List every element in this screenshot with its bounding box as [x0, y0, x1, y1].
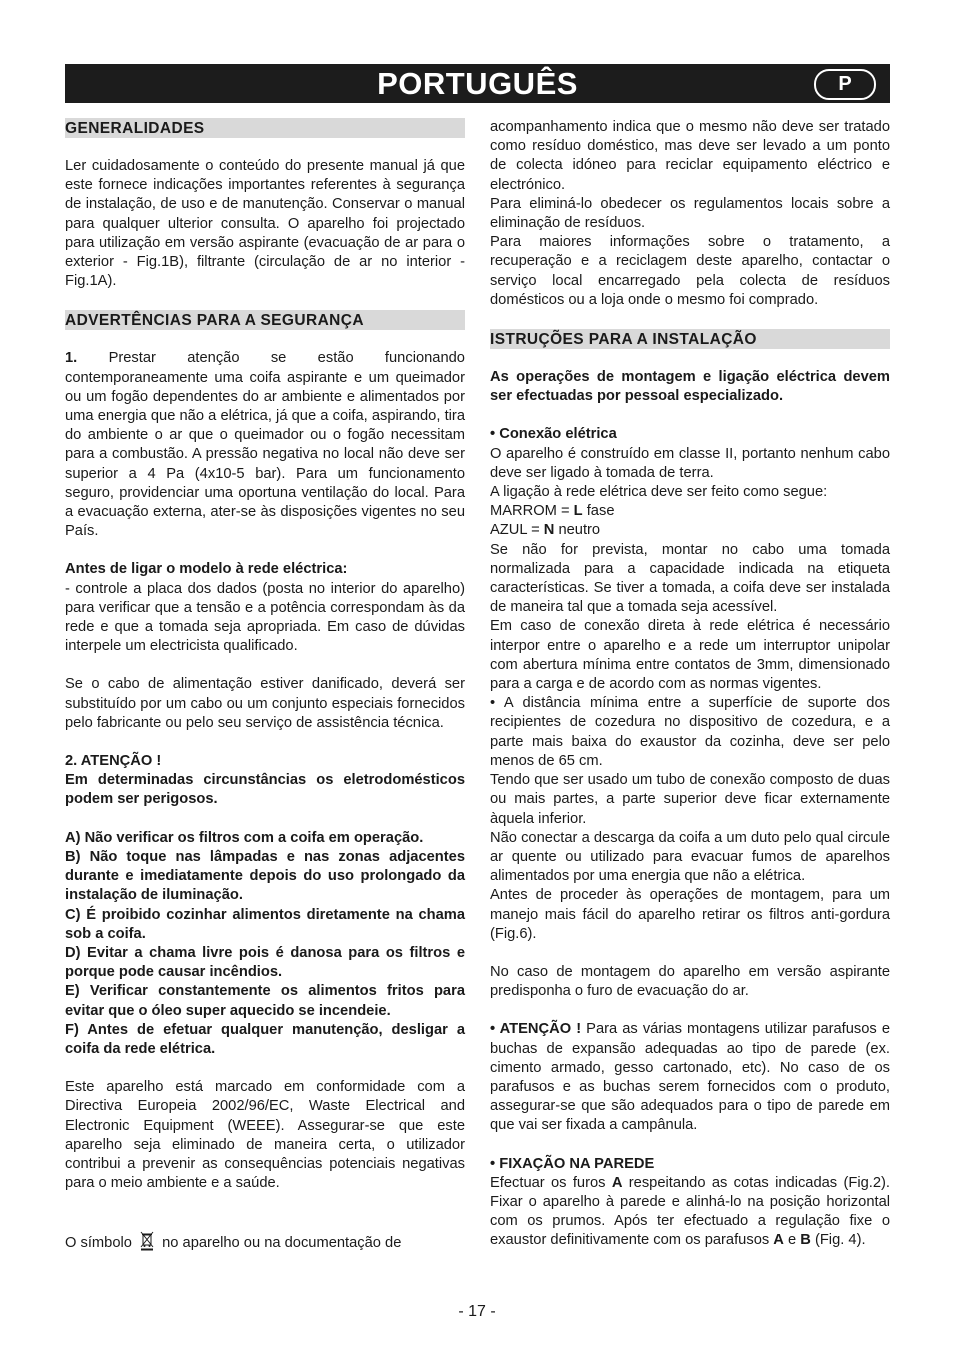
paragraph: A ligação à rede elétrica deve ser feito como segue:	[490, 484, 828, 501]
attention-heading: 2. ATENÇÃO !	[65, 753, 162, 770]
paragraph: Se não for prevista, montar no cabo uma tomada normalizada para a capacidade indicada na etiqueta características. Se tiver a tomada, a coifa deve ser instalada de maneira tal que a tomada seja acessível.	[490, 541, 890, 616]
wire-blue	[490, 521, 890, 540]
paragraph-text: Prestar atenção se estão funcionando contemporaneamente uma coifa aspirante e um queimador ou um fogão dependentes do ar ambiente e alimentados por uma energia que não a elétrica, já que a coifa, aspirando, tira do ambiente o ar que o queimador ou o fogão necessitam para a combustão. A pressão negativa no local não deve ser superior a 4 Pa (4x10-5 bar). Para um funcionamento seguro, providenciar uma oportuna ventilação do local. Para a evacuação externa, ater-se às disposições vigentes no seu País.	[65, 350, 465, 540]
language-badge: P	[814, 69, 876, 100]
paragraph: Ler cuidadosamente o conteúdo do presente manual já que este fornece indicações importantes referentes à segurança de instalação, de uso e de manutenção. Conservar o manual para qualquer ulterior consulta. O aparelho foi projectado para utilização em versão aspirante (evacuação de ar para o exterior - Fig.1B), filtrante (circulação de ar no interior - Fig.1A).	[65, 158, 465, 290]
paragraph-text: Efectuar os furos	[490, 1174, 612, 1191]
paragraph: Este aparelho está marcado em conformidade com a Directiva Europeia 2002/96/EC, Waste Electrical and Electronic Equipment (WEEE). Assegurar-se que este aparelho seja eliminado de maneira certa, o utilizador contribui a prevenir as consequências potenciais negativas para o meio ambiente e a saúde.	[65, 1079, 465, 1192]
paragraph-text: respeitando as cotas indicadas (Fig.2). Fixar o aparelho à parede e alinhá-lo na posição horizontal com os prumos. Após ter efectuado a regulação fixe o exaustor definitivamente com os parafusos	[490, 1174, 890, 1249]
paragraph: - controle a placa dos dados (posta no interior do aparelho) para verificar que a tensão e a potência correspondam às da rede e que a tomada seja apropriada. Em caso de dúvidas interpele um electricista qualificado.	[65, 580, 465, 655]
paragraph: O aparelho é construído em classe II, portanto nenhum cabo deve ser ligado à tomada de terra.	[490, 445, 890, 481]
paragraph: Em caso de conexão direta à rede elétrica é necessário interpor entre o aparelho e a rede um interruptor unipolar com abertura mínima entre contatos de 3mm, dimensionado para a carga e de acordo com as normas vigentes.	[490, 618, 890, 693]
ref-letter: A	[611, 1174, 623, 1191]
subheading-fixacao: • FIXAÇÃO NA PAREDE	[490, 1155, 655, 1172]
wire-label: AZUL =	[490, 522, 544, 539]
section-heading-advertencias: ADVERTÊNCIAS PARA A SEGURANÇA	[65, 310, 465, 330]
paragraph-text: (Fig. 4).	[810, 1232, 866, 1249]
installation-warning: As operações de montagem e ligação eléctrica devem ser efectuadas por pessoal especializado.	[490, 369, 890, 405]
paragraph: acompanhamento indica que o mesmo não deve ser tratado como resíduo doméstico, mas deve ser levado a um ponto de colecta idóneo para reciclar equipamento eléctrico e electrónico.	[490, 119, 890, 193]
warning-item: E) Verificar constantemente os alimentos fritos para evitar que o óleo super aquecido se incendeie.	[65, 983, 465, 1019]
section-heading-instalacao: ISTRUÇÕES PARA A INSTALAÇÃO	[490, 329, 890, 349]
attention-subheading: Em determinadas circunstâncias os eletrodomésticos podem ser perigosos.	[65, 772, 465, 808]
language-banner	[65, 64, 890, 103]
paragraph: Para eliminá-lo obedecer os regulamentos locais sobre a eliminação de resíduos.	[490, 195, 890, 232]
paragraph: • A distância mínima entre a superfície de suporte dos recipientes de cozedura no dispositivo de cozedura, e a parte mais baixa do exaustor da cozinha, deve ser pelo menos de 65 cm.	[490, 695, 890, 769]
paragraph: Para maiores informações sobre o tratamento, a recuperação e a reciclagem deste aparelho, contactar o serviço local encarregado pela colecta de resíduos domésticos ou a loja onde o mesmo foi comprado.	[490, 234, 890, 308]
warning-item: F) Antes de efetuar qualquer manutenção, desligar a coifa da rede elétrica.	[65, 1021, 465, 1057]
crossed-bin-icon	[140, 1231, 154, 1251]
attention-paragraph	[490, 1020, 890, 1135]
wire-label: MARROM =	[490, 503, 574, 520]
wire-function: fase	[582, 503, 615, 520]
page-number: - 17 -	[458, 1303, 496, 1320]
warning-item: A) Não verificar os filtros com a coifa em operação.	[65, 829, 424, 846]
ref-letter: B	[800, 1232, 811, 1249]
right-column	[490, 118, 890, 1251]
paragraph: No caso de montagem do aparelho em versão aspirante predisponha o furo de evacuação do ar.	[490, 963, 890, 1000]
paragraph-text: Para as várias montagens utilizar parafusos e buchas de expansão adequadas ao tipo de parede (ex. cimento armado, gesso cartonado, etc). No caso de os parafusos e as buchas serem fornecidos com o produto, assegurar-se que são adequados para o tipo de parede em que vai ser fixada a campânula.	[490, 1021, 890, 1134]
wire-function: neutro	[554, 522, 601, 539]
page-title: PORTUGUÊS	[377, 66, 578, 101]
subheading: Antes de ligar o modelo à rede eléctrica:	[65, 561, 348, 578]
paragraph-text: no aparelho ou na documentação de	[162, 1235, 402, 1252]
paragraph-text: e	[783, 1232, 801, 1249]
paragraph: Não conectar a descarga da coifa a um duto pelo qual circule ar quente ou utilizado para evacuar fumos de aparelhos alimentados por uma energia que não a elétrica.	[490, 829, 890, 885]
attention-label: • ATENÇÃO !	[490, 1021, 582, 1038]
paragraph: Antes de proceder às operações de montagem, para um manejo mais fácil do aparelho retirar os filtros anti-gordura (Fig.6).	[490, 887, 890, 942]
wire-brown	[490, 502, 890, 521]
section-heading-generalidades: GENERALIDADES	[65, 118, 465, 138]
paragraph	[65, 1231, 465, 1253]
item-number: 1.	[65, 350, 78, 367]
warning-item: B) Não toque nas lâmpadas e nas zonas adjacentes durante e imediatamente depois do uso prolongado da instalação de iluminação.	[65, 848, 465, 904]
paragraph	[65, 349, 465, 541]
left-column	[65, 118, 465, 1254]
ref-letter: A	[773, 1232, 784, 1249]
paragraph: Tendo que ser usado um tubo de conexão composto de duas ou mais partes, a parte superior deve ficar externamente àquela inferior.	[490, 772, 890, 827]
warning-item: D) Evitar a chama livre pois é danosa para os filtros e porque pode causar incêndios.	[65, 944, 465, 981]
warning-item: C) É proibido cozinhar alimentos diretamente na chama sob a coifa.	[65, 906, 465, 942]
paragraph: Se o cabo de alimentação estiver danificado, deverá ser substituído por um cabo ou um conjunto especiais fornecidos pelo fabricante ou pelo seu serviço de assistência técnica.	[65, 676, 465, 731]
wire-letter: N	[543, 522, 555, 539]
paragraph-text: O símbolo	[65, 1235, 132, 1252]
wire-letter: L	[573, 503, 583, 520]
paragraph	[490, 1174, 890, 1251]
subheading-conexao: • Conexão elétrica	[490, 426, 617, 443]
